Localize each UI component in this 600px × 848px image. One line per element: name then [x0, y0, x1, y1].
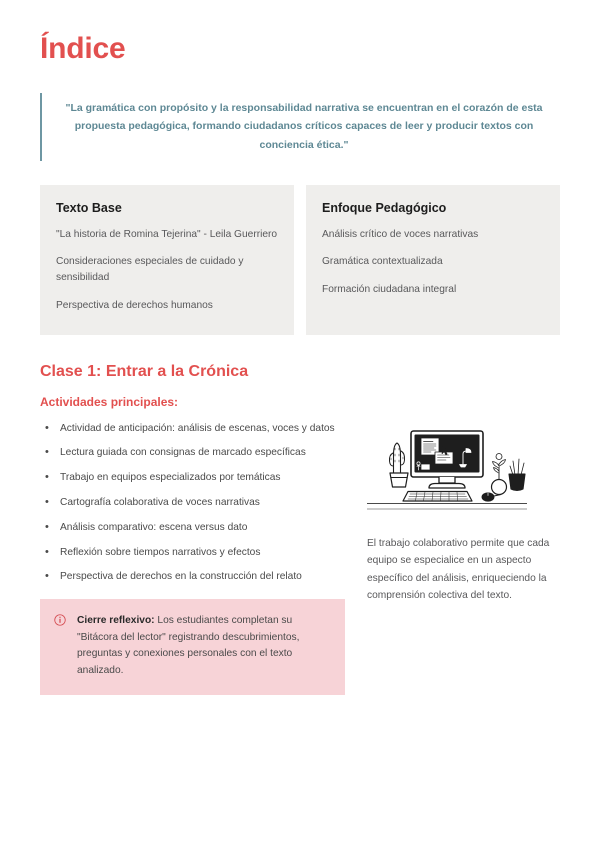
card-item: Análisis crítico de voces narrativas: [322, 228, 479, 240]
list-item: • Lectura guiada con consignas de marcado específicas: [40, 445, 345, 461]
list-item: • Cartografía colaborativa de voces narrativas: [40, 495, 345, 511]
content-columns: [40, 421, 560, 696]
info-card-enfoque-pedagogico: [306, 185, 560, 335]
card-item: Consideraciones especiales de cuidado y sensibilidad: [56, 256, 244, 284]
aside-column: [367, 421, 560, 605]
list-item: • Análisis comparativo: escena versus dato: [40, 520, 345, 536]
list-item: • Perspectiva de derechos en la construcción del relato: [40, 569, 345, 585]
card-item: Perspectiva de derechos humanos: [56, 300, 213, 311]
section-subheading: Actividades principales:: [40, 394, 179, 409]
section-heading: Clase 1: Entrar a la Crónica: [40, 362, 249, 380]
page-title: Índice: [40, 32, 126, 65]
list-item: • Actividad de anticipación: análisis de escenas, voces y datos: [40, 421, 345, 437]
callout-label: Cierre reflexivo:: [77, 615, 155, 627]
activities-list: [40, 421, 345, 586]
list-item: • Reflexión sobre tiempos narrativos y efectos: [40, 545, 345, 561]
info-circle-icon: [54, 614, 66, 626]
illustration-caption: El trabajo colaborativo permite que cada equipo se especialice en un aspecto específico del análisis, enriqueciendo la comprensión colectiva del texto.: [367, 537, 550, 602]
card-title: Enfoque Pedagógico: [322, 200, 447, 215]
list-item: • Trabajo en equipos especializados por temáticas: [40, 470, 345, 486]
desk-workspace-illustration: [367, 425, 527, 513]
pull-quote: [40, 93, 560, 161]
pull-quote-text: "La gramática con propósito y la responsabilidad narrativa se encuentran en el corazón de esta propuesta pedagógica, formando ciudadanos críticos capaces de leer y producir textos con conciencia ética.": [65, 101, 543, 151]
card-item: Formación ciudadana integral: [322, 284, 457, 296]
callout-text: [77, 613, 329, 679]
card-title: Texto Base: [56, 200, 122, 215]
card-item: Gramática contextualizada: [322, 256, 443, 268]
info-cards-row: [40, 185, 560, 335]
card-item: "La historia de Romina Tejerina" - Leila Guerriero: [56, 228, 278, 240]
callout-cierre-reflexivo: [40, 599, 345, 695]
callout-body: Los estudiantes completan su "Bitácora del lector" registrando descubrimientos, preguntas y conexiones personales con el texto analizado.: [77, 615, 300, 676]
info-card-texto-base: [40, 185, 294, 335]
activities-column: [40, 421, 345, 696]
